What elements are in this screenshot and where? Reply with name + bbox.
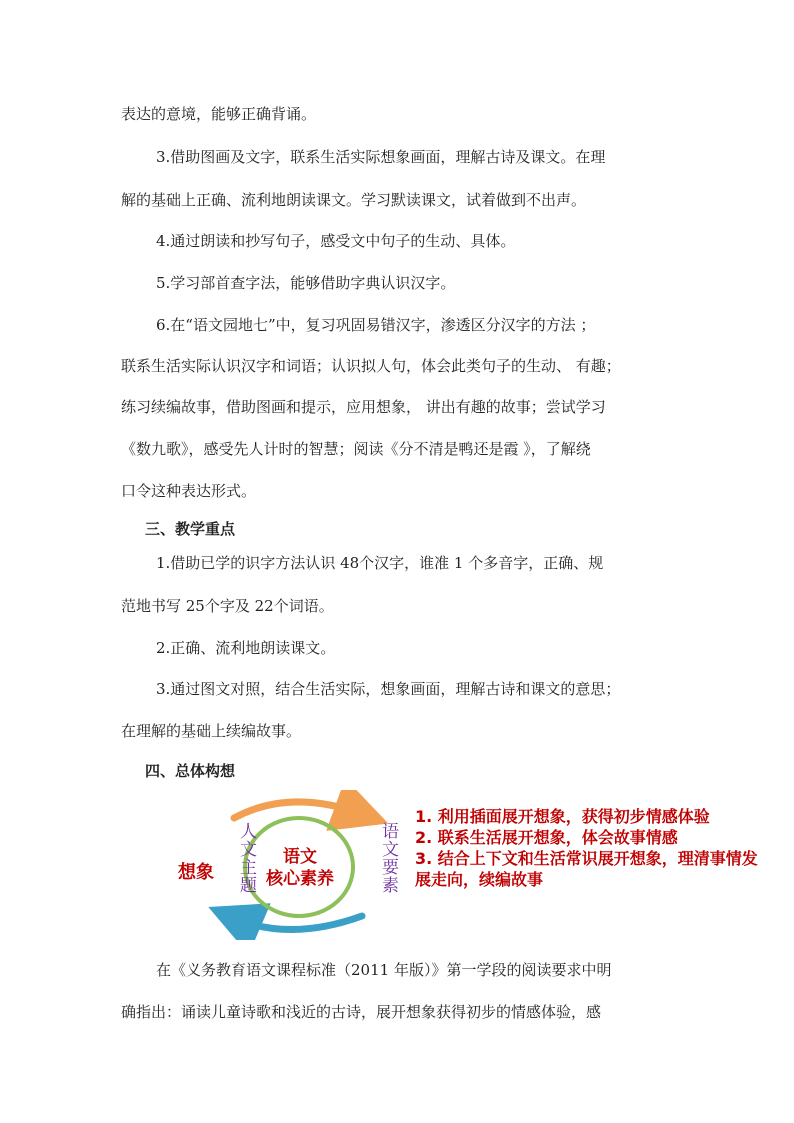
paragraph-line: 4.通过朗读和抄写句子，感受文中句子的生动、具体。 [156,232,516,250]
goals-list [415,806,760,890]
core-line-1: 语文 [283,847,317,867]
paragraph-line: 在《义务教育语文课程标准（2011 年版）》第一学段的阅读要求中明 [156,961,612,979]
language-elements-label: 语文要素 [378,822,398,894]
paragraph-line: 3.通过图文对照，结合生活实际，想象画面，理解古诗和课文的意思； [156,680,621,698]
paragraph-line: 2.正确、流利地朗读课文。 [156,639,336,657]
core-literacy-label [268,846,332,890]
goal-item: 2. 联系生活展开想象，体会故事情感 [415,828,678,847]
paragraph-line: 解的基础上正确、流利地朗读课文。学习默读课文，试着做到不出声。 [121,191,587,209]
paragraph-line: 在理解的基础上续编故事。 [121,722,302,740]
paragraph-line: 练习续编故事，借助图画和提示，应用想象， 讲出有趣的故事；尝试学习 [121,398,606,416]
section-heading: 三、教学重点 [145,520,236,538]
paragraph-line: 《数九歌》，感受先人计时的智慧；阅读《分不清是鸭还是霞 》，了解绕 [121,440,591,458]
paragraph-line: 范地书写 25个字及 22个词语。 [121,597,334,615]
goal-item: 1. 利用插面展开想象，获得初步情感体验 [415,807,710,826]
imagination-label: 想象 [178,862,214,883]
core-line-2: 核心素养 [266,869,334,889]
section-heading: 四、总体构想 [145,762,236,780]
top-arc-arrow [234,802,362,818]
humanistic-theme-label: 人文主题 [236,822,256,894]
paragraph-line: 1.借助已学的识字方法认识 48个汉字，谁准 1 个多音字，正确、规 [156,554,604,572]
paragraph-line: 确指出：诵读儿童诗歌和浅近的古诗，展开想象获得初步的情感体验，感 [121,1003,602,1021]
paragraph-line: 口令这种表达形式。 [121,482,257,500]
paragraph-line: 3.借助图画及文字，联系生活实际想象画面，理解古诗及课文。在理 [156,148,606,166]
paragraph-line: 联系生活实际认识汉字和词语；认识拟人句，体会此类句子的生动、 有趣； [121,357,621,375]
paragraph-line: 5.学习部首查字法，能够借助字典认识汉字。 [156,274,456,292]
concept-diagram [170,790,760,940]
goal-item: 3. 结合上下文和生活常识展开想象，理清事情发展走向，续编故事 [415,849,758,889]
paragraph-line: 6.在“语文园地七”中，复习巩固易错汉字，渗透区分汉字的方法 ； [156,316,596,334]
bottom-arc-arrow [234,916,362,930]
paragraph-line: 表达的意境，能够正确背诵。 [121,105,317,123]
